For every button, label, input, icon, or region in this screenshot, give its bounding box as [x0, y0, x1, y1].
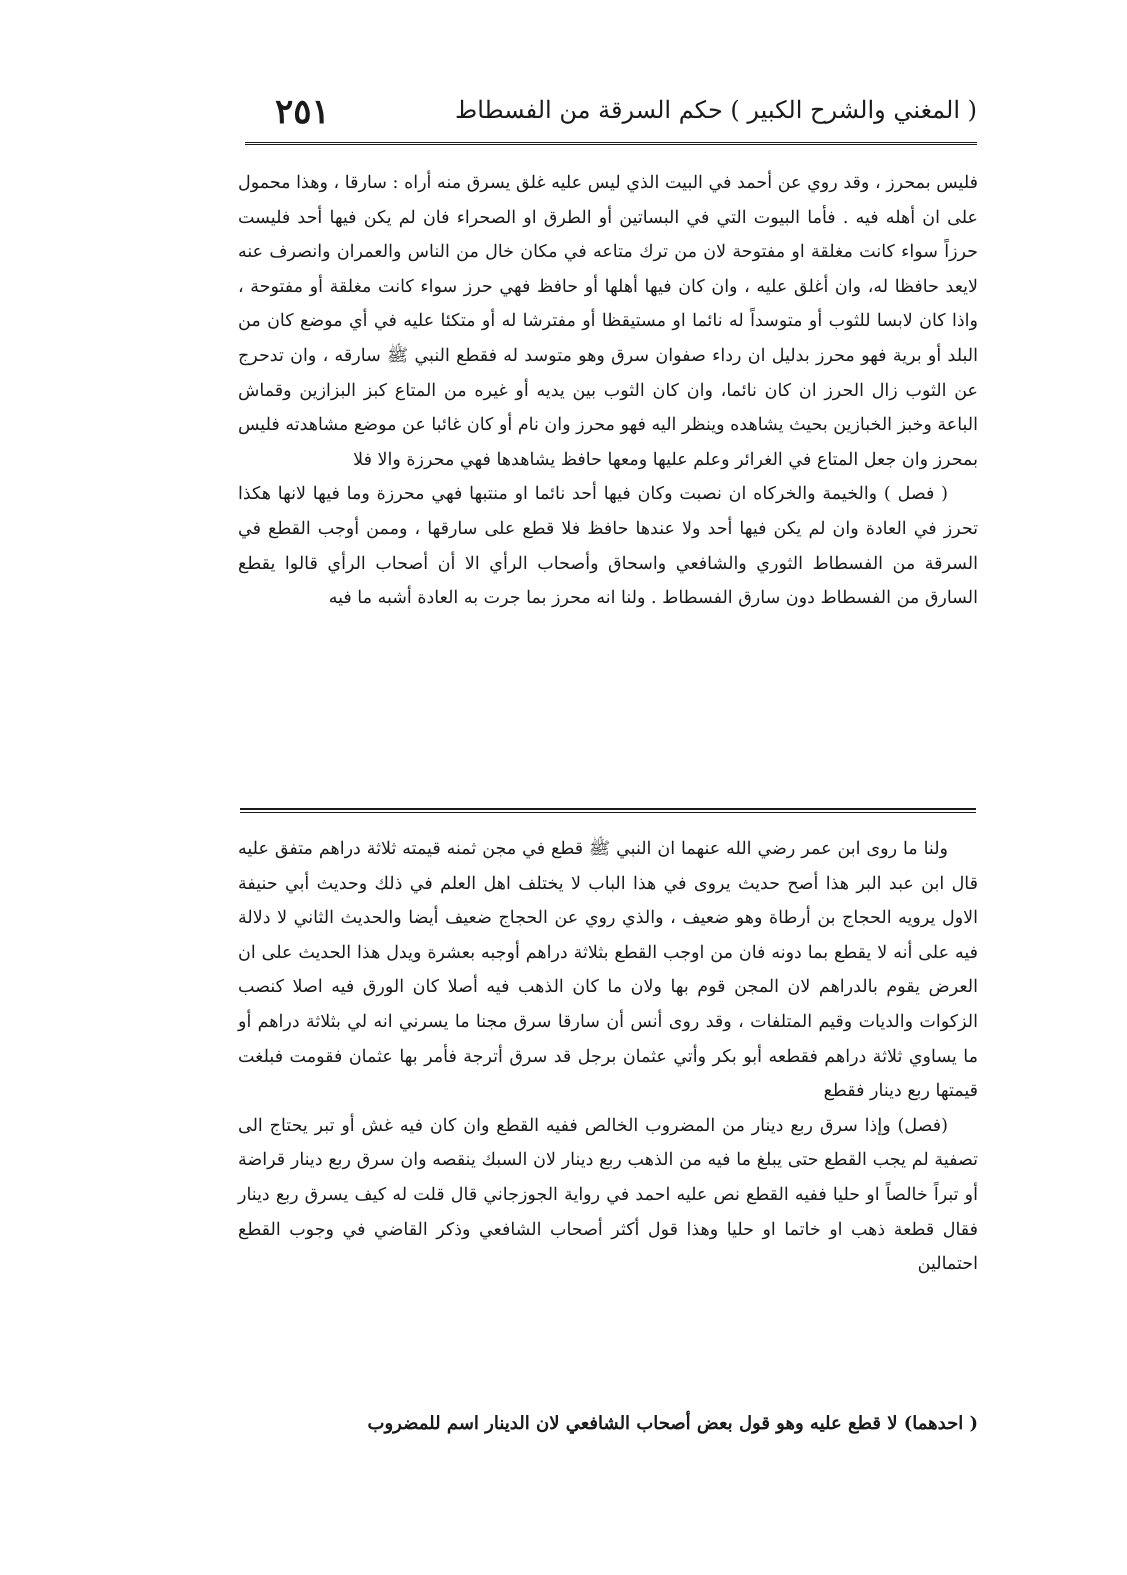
upper-paragraph-1: فليس بمحرز ، وقد روي عن أحمد في البيت الذي ليس عليه غلق يسرق منه أراه : سارقا ، وهذا محمول على ان أهله فيه . فأما البيوت التي في البساتين أو الطرق او الصحراء فان لم يكن فيها أحد فليست حرزاً سواء كانت مغلقة او مفتوحة لان من ترك متاعه في مكان خال من الناس والعمران وانصرف عنه لايعد حافظا له، وان أغلق عليه ، وان كان فيها أهلها أو حافظ فهي حرز سواء كانت مغلقة أو مفتوحة ، واذا كان لابسا للثوب أو متوسداً له نائما او مستيقظا أو مفترشا له أو متكئا عليه في أي موضع كان من البلد أو برية فهو محرز بدليل ان رداء صفوان سرق وهو متوسد له فقطع النبي ﷺ سارقه ، وان تدحرج عن الثوب زال الحرز ان كان نائما، وان كان الثوب بين يديه أو غيره من المتاع كبز البزازين وقماش الباعة وخبز الخبازين بحيث يشاهده وينظر اليه فهو محرز وان نام أو كان غائبا عن موضع مشاهدته فليس بمحرز وان جعل المتاع في الغرائر وعلم عليها ومعها حافظ يشاهدها فهي محرزة والا فلا	[238, 173, 978, 470]
section-divider-thin	[240, 812, 976, 813]
page-number: ٢٥١	[275, 92, 330, 132]
running-title: ( المغني والشرح الكبير ) حكم السرقة من الفسطاط	[455, 96, 977, 124]
upper-paragraph-2: ( فصل ) والخيمة والخركاه ان نصبت وكان فيها أحد نائما او منتبها فهي محرزة وما فيها لانها هكذا تحرز في العادة وان لم يكن فيها أحد ولا عندها حافظ فلا قطع على سارقها ، وممن أوجب القطع في السرقة من الفسطاط الثوري والشافعي واسحاق وأصحاب الرأي الا أن أصحاب الرأي قالوا يقطع السارق من الفسطاط دون سارق الفسطاط . ولنا انه محرز بما جرت به العادة أشبه ما فيه	[238, 484, 978, 609]
page-header	[245, 92, 977, 144]
header-divider	[245, 142, 977, 145]
section-divider	[240, 808, 976, 810]
upper-text-block	[238, 166, 978, 616]
lower-paragraph-1: ولنا ما روى ابن عمر رضي الله عنهما ان النبي ﷺ قطع في مجن ثمنه قيمته ثلاثة دراهم متفق عليه قال ابن عبد البر هذا أصح حديث يروى في هذا الباب لا يختلف اهل العلم في ذلك وحديث أبي حنيفة الاول يرويه الحجاج بن أرطاة وهو ضعيف ، والذي روي عن الحجاج ضعيف أيضا والحديث الثاني لا دلالة فيه على أنه لا يقطع بما دونه فان من اوجب القطع بثلاثة دراهم أوجبه بعشرة ويدل هذا الحديث على ان العرض يقوم بالدراهم لان المجن قوم بها ولان ما كان الذهب فيه أصلا كان الورق فيه اصلا كنصب الزكوات والديات وقيم المتلفات ، وقد روى أنس أن سارقا سرق مجنا ما يسرني انه لي بثلاثة دراهم أو ما يساوي ثلاثة دراهم فقطعه أبو بكر وأتي عثمان برجل قد سرق أترجة فأمر بها عثمان فقومت فبلغت قيمتها ربع دينار فقطع	[238, 839, 978, 1102]
lower-paragraph-2: (فصل) وإذا سرق ربع دينار من المضروب الخالص ففيه القطع وان كان فيه غش أو تبر يحتاج الى تصفية لم يجب القطع حتى يبلغ ما فيه من الذهب ربع دينار لان السبك ينقصه وان سرق ربع دينار قراضة أو تبراً خالصاً او حليا ففيه القطع نص عليه احمد في رواية الجوزجاني قال قلت له كيف يسرق ربع دينار فقال قطعة ذهب او خاتما او حليا وهذا قول أكثر أصحاب الشافعي وذكر القاضي في وجوب القطع احتمالين	[238, 1115, 978, 1275]
lower-text-block	[238, 832, 978, 1282]
lower-paragraph-3: ( احدهما) لا قطع عليه وهو قول بعض أصحاب الشافعي لان الدينار اسم للمضروب	[367, 1413, 978, 1434]
